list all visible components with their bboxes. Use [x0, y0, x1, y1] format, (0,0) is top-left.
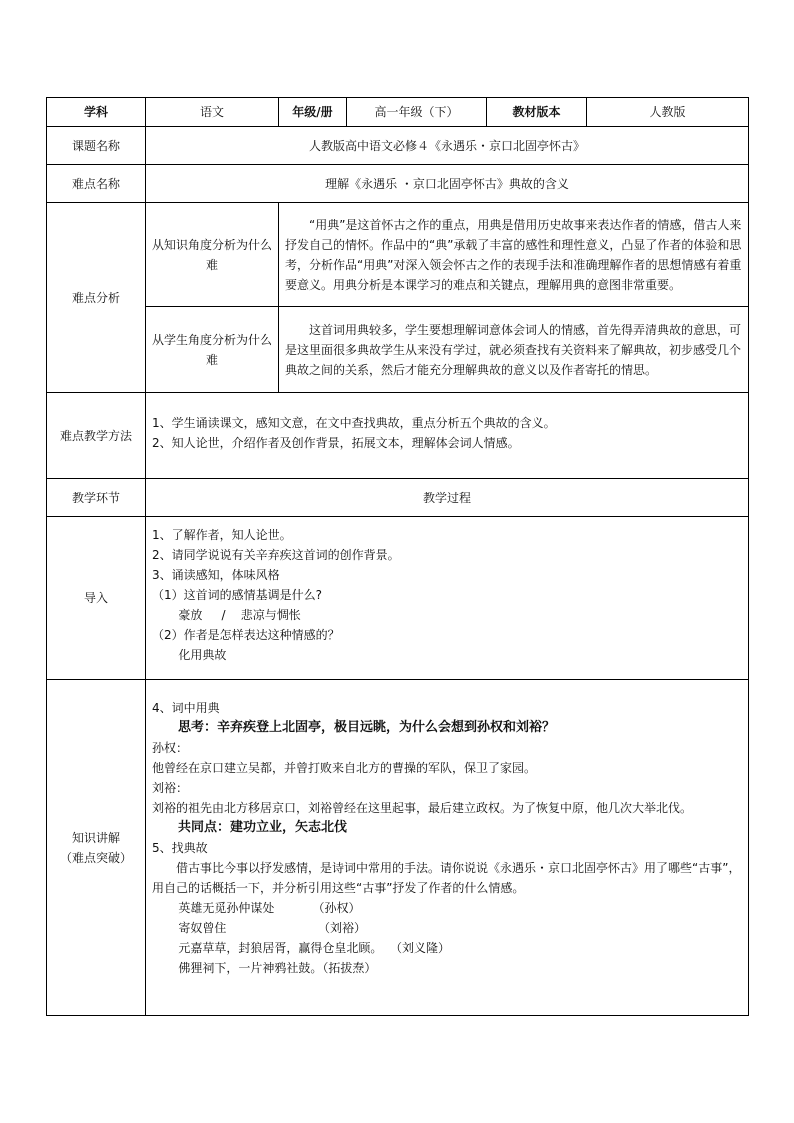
- edition-value: 人教版: [587, 98, 749, 127]
- process-header-row: [47, 479, 749, 517]
- method-item: 2、知人论世，介绍作者及创作背景，拓展文本，理解体会词人情感。: [152, 436, 520, 450]
- knowledge-angle-label: 从知识角度分析为什么难: [146, 203, 279, 307]
- method-label: 难点教学方法: [47, 393, 146, 479]
- section-4-heading: 4、词中用典: [152, 701, 220, 715]
- knowledge-content: [146, 680, 749, 1016]
- section-5-heading: 5、找典故: [152, 841, 208, 855]
- liuyu-text: 刘裕的祖先由北方移居京口，刘裕曾经在这里起事，最后建立政权。为了恢复中原，他几次大举北伐。: [152, 801, 693, 815]
- intro-label: 导入: [47, 517, 146, 680]
- course-label: 课题名称: [47, 127, 146, 165]
- lesson-plan-table: [46, 97, 749, 1016]
- allusion-line: 寄奴曾住 （刘裕）: [178, 921, 366, 935]
- knowledge-label: [47, 680, 146, 1016]
- analysis-label: 难点分析: [47, 203, 146, 393]
- allusion-line: 元嘉草草，封狼居胥，赢得仓皇北顾。 （刘义隆）: [178, 941, 451, 955]
- knowledge-label-main: 知识讲解: [71, 830, 120, 845]
- difficulty-row: [47, 165, 749, 203]
- edition-label: 教材版本: [487, 98, 587, 127]
- process-label: 教学环节: [47, 479, 146, 517]
- grade-value: 高一年级（下）: [347, 98, 487, 127]
- method-item: 1、学生诵读课文，感知文意，在文中查找典故，重点分析五个典故的含义。: [152, 416, 556, 430]
- process-value: 教学过程: [146, 479, 749, 517]
- subject-label: 学科: [47, 98, 146, 127]
- intro-line: （2）作者是怎样表达这种情感的？: [152, 628, 340, 642]
- knowledge-label-sub: （难点突破）: [59, 850, 132, 865]
- sunquan-text: 他曾经在京口建立吴都，并曾打败来自北方的曹操的军队，保卫了家园。: [152, 761, 537, 775]
- intro-line: 3、诵读感知，体味风格: [152, 568, 280, 582]
- difficulty-value: 理解《永遇乐 ・京口北固亭怀古》典故的含义: [146, 165, 749, 203]
- student-angle-text: 这首词用典较多，学生要想理解词意体会词人的情感，首先得弄清典故的意思，可是这里面很多典故学生从来没有学过，就必须查找有关资料来了解典故，初步感受几个典故之间的关系，然后才能充分理解典故的意义以及作者寄托的情思。: [279, 307, 749, 393]
- liuyu-label: 刘裕：: [152, 781, 189, 795]
- difficulty-label: 难点名称: [47, 165, 146, 203]
- header-row: [47, 98, 749, 127]
- intro-row: [47, 517, 749, 680]
- allusion-line: 英雄无觅孙仲谋处 （孙权）: [178, 901, 361, 915]
- intro-line: （1）这首词的感情基调是什么?: [152, 588, 323, 602]
- method-row: [47, 393, 749, 479]
- intro-line: 1、了解作者，知人论世。: [152, 528, 292, 542]
- analysis-student-row: [47, 307, 749, 393]
- intro-answer: 化用典故: [178, 648, 227, 662]
- student-angle-label: 从学生角度分析为什么难: [146, 307, 279, 393]
- analysis-knowledge-row: [47, 203, 749, 307]
- common-point: 共同点：建功立业，矢志北伐: [178, 820, 348, 835]
- method-content: [146, 393, 749, 479]
- sunquan-label: 孙权：: [152, 741, 189, 755]
- subject-value: 语文: [146, 98, 279, 127]
- think-question: 思考：辛弃疾登上北固亭，极目远眺，为什么会想到孙权和刘裕？: [178, 720, 556, 735]
- intro-line: 2、请同学说说有关辛弃疾这首词的创作背景。: [152, 548, 400, 562]
- allusion-line: 佛狸祠下，一片神鸦社鼓。（拓拔焘）: [178, 961, 377, 975]
- knowledge-angle-text: “用典”是这首怀古之作的重点，用典是借用历史故事来表达作者的情感，借古人来抒发自己的情怀。作品中的“典”承载了丰富的感性和理性意义，凸显了作者的体验和思考，分析作品“用典”对深入领会怀古之作的表现手法和准确理解作者的思想情感有着重要意义。用典分析是本课学习的难点和关键点，理解用典的意图非常重要。: [279, 203, 749, 307]
- knowledge-row: [47, 680, 749, 1016]
- intro-answer: 豪放 / 悲凉与惆怅: [178, 608, 301, 622]
- course-row: [47, 127, 749, 165]
- intro-content: [146, 517, 749, 680]
- task-text: 借古事比今事以抒发感情，是诗词中常用的手法。请你说说《永遇乐・京口北固亭怀古》用了哪些“古事”，用自己的话概括一下，并分析引用这些“古事”抒发了作者的什么情感。: [152, 861, 741, 895]
- course-value: 人教版高中语文必修４《永遇乐・京口北固亭怀古》: [146, 127, 749, 165]
- grade-label: 年级/册: [279, 98, 347, 127]
